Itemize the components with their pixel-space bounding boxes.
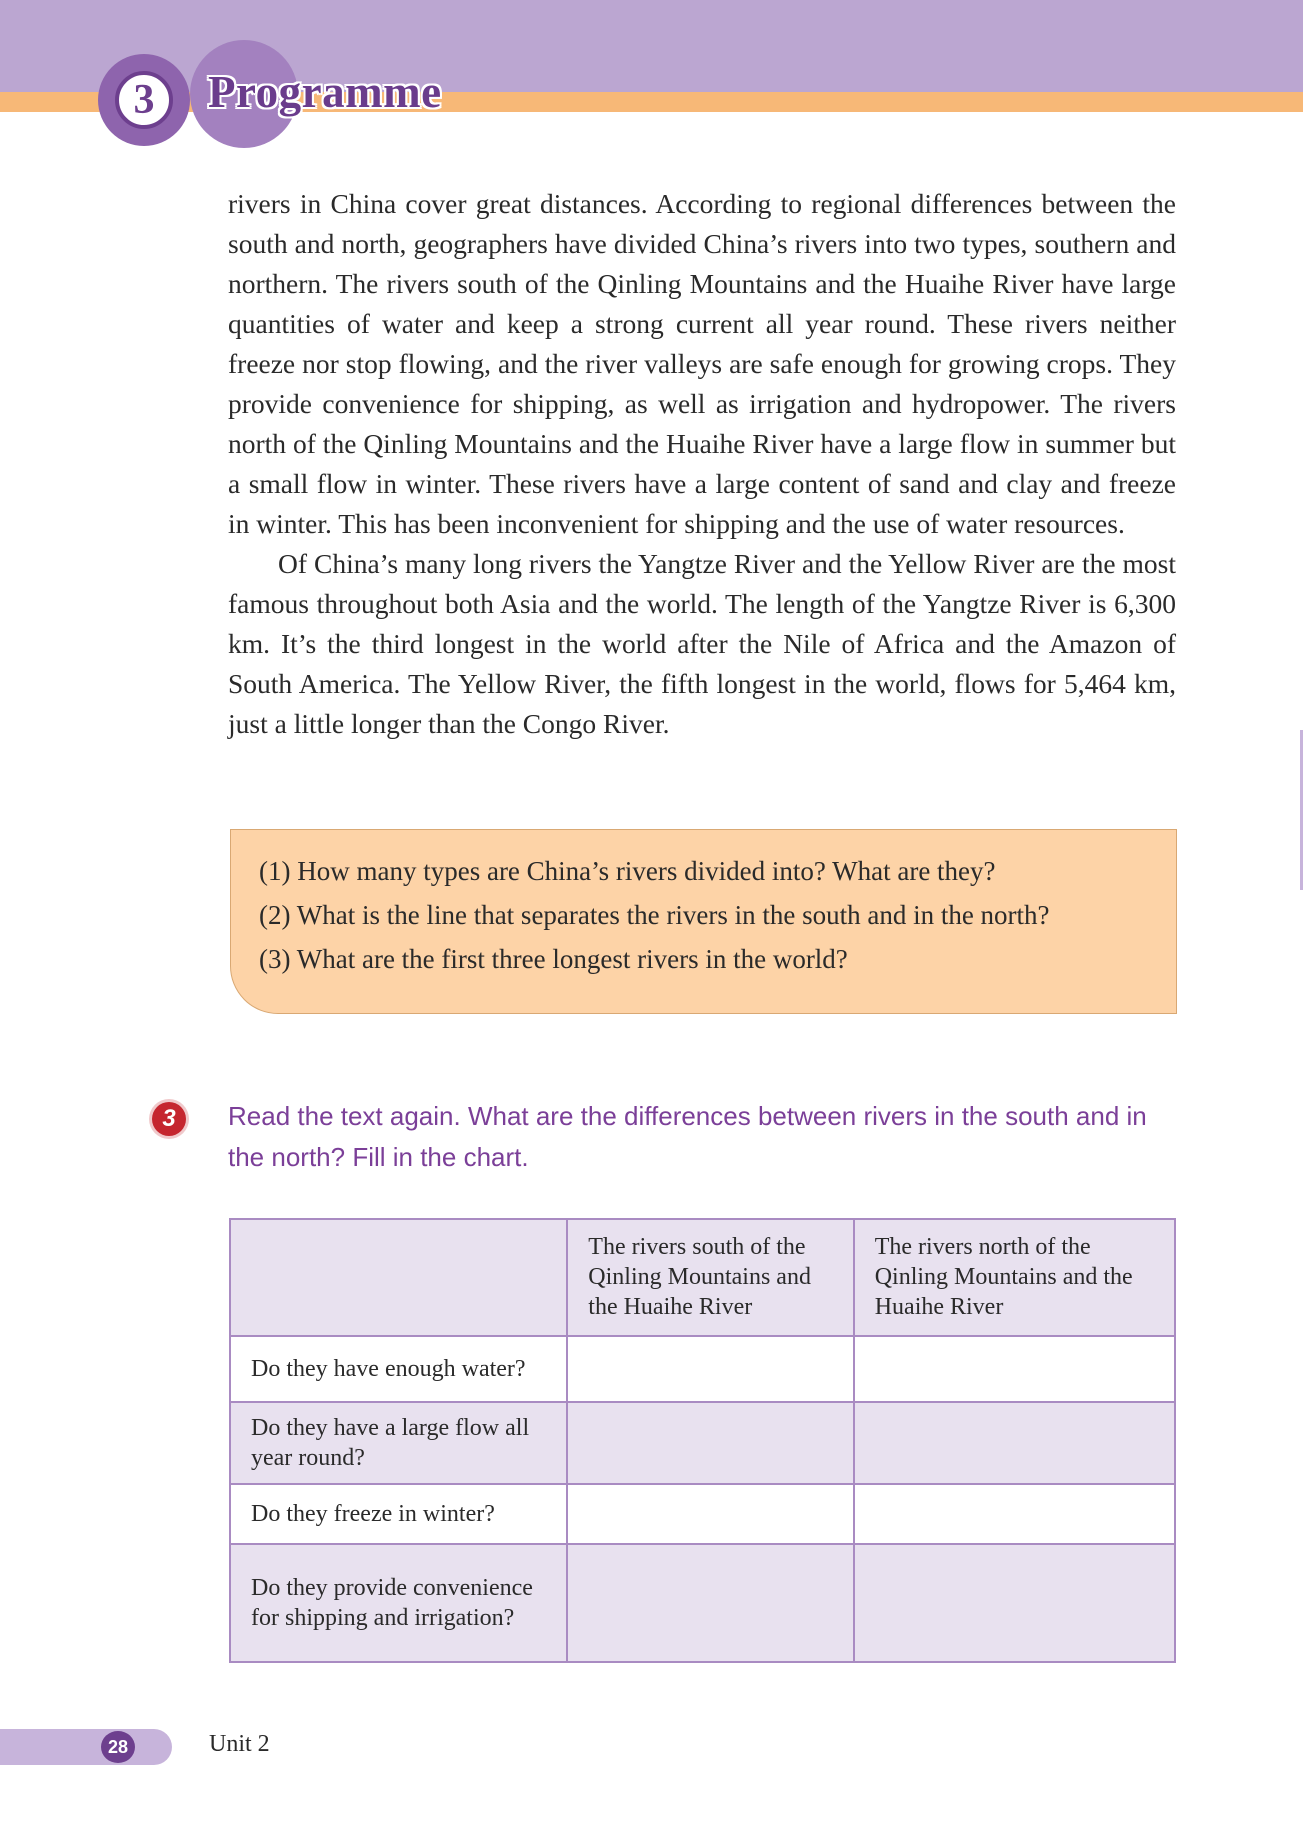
row-question: Do they provide convenience for shipping and irrigation? (230, 1544, 567, 1662)
answer-cell-south[interactable] (567, 1402, 853, 1484)
table-row (230, 1402, 1175, 1484)
comparison-chart (229, 1218, 1176, 1663)
reading-text (228, 184, 1176, 744)
chart-header-empty (230, 1219, 567, 1336)
question-2: (2) What is the line that separates the rivers in the south and in the north? (259, 900, 1050, 930)
questions-box (230, 829, 1177, 1014)
answer-cell-north[interactable] (854, 1336, 1175, 1402)
task-number-badge: 3 (152, 1102, 186, 1136)
section-number: 3 (115, 71, 173, 129)
table-row (230, 1484, 1175, 1544)
task-instruction: Read the text again. What are the differences between rivers in the south and in the north? Fill in the chart. (228, 1101, 1147, 1172)
section-title: Programme (208, 67, 442, 117)
footer-page-tab (0, 1729, 172, 1765)
unit-label: Unit 2 (209, 1731, 270, 1757)
answer-cell-south[interactable] (567, 1484, 853, 1544)
answer-cell-south[interactable] (567, 1544, 853, 1662)
answer-cell-south[interactable] (567, 1336, 853, 1402)
paragraph-1: rivers in China cover great distances. According to regional differences between the south and north, geographers have divided China’s rivers into two types, southern and northern. The rivers south of the Qinling Mountains and the Huaihe River have large quantities of water and keep a strong current all year round. These rivers neither freeze nor stop flowing, and the river valleys are safe enough for growing crops. They provide convenience for shipping, as well as irrigation and hydropower. The rivers north of the Qinling Mountains and the Huaihe River have a large flow in summer but a small flow in winter. These rivers have a large content of sand and clay and freeze in winter. This has been inconvenient for shipping and the use of water resources. (228, 188, 1176, 539)
chart-header-row (230, 1219, 1175, 1336)
question-3: (3) What are the first three longest rivers in the world? (259, 944, 848, 974)
table-row (230, 1336, 1175, 1402)
row-question: Do they have enough water? (230, 1336, 567, 1402)
answer-cell-north[interactable] (854, 1484, 1175, 1544)
question-1: (1) How many types are China’s rivers divided into? What are they? (259, 856, 996, 886)
answer-cell-north[interactable] (854, 1544, 1175, 1662)
page-number: 28 (101, 1731, 135, 1763)
row-question: Do they have a large flow all year round? (230, 1402, 567, 1484)
table-row (230, 1544, 1175, 1662)
row-question: Do they freeze in winter? (230, 1484, 567, 1544)
answer-cell-north[interactable] (854, 1402, 1175, 1484)
paragraph-2: Of China’s many long rivers the Yangtze River and the Yellow River are the most famous throughout both Asia and the world. The length of the Yangtze River is 6,300 km. It’s the third longest in the world after the Nile of Africa and the Amazon of South America. The Yellow River, the fifth longest in the world, flows for 5,464 km, just a little longer than the Congo River. (228, 548, 1176, 739)
chart-header-south: The rivers south of the Qinling Mountains and the Huaihe River (567, 1219, 853, 1336)
chart-header-north: The rivers north of the Qinling Mountains and the Huaihe River (854, 1219, 1175, 1336)
